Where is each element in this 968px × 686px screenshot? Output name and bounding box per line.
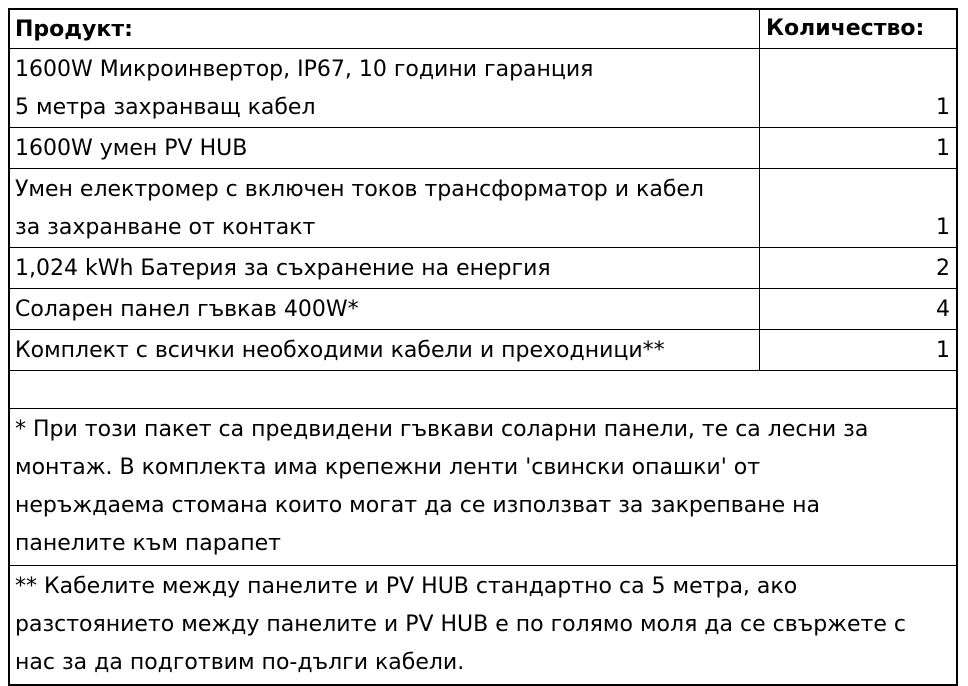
table-row bbox=[10, 127, 956, 168]
product-line: 1600W Микроинвертор, IP67, 10 години гаранция bbox=[15, 57, 594, 82]
quantity-cell: 1 bbox=[936, 136, 950, 161]
product-line: Комплект с всички необходими кабели и преходници** bbox=[15, 338, 665, 363]
quantity-cell: 1 bbox=[936, 338, 950, 363]
product-cell bbox=[10, 330, 760, 370]
note-row bbox=[10, 565, 956, 684]
product-line: 1600W умен PV HUB bbox=[15, 136, 248, 161]
empty-row bbox=[10, 370, 956, 408]
note-line: монтаж. В комплекта има крепежни ленти 'свински опашки' от bbox=[15, 455, 761, 480]
header-product: Продукт: bbox=[10, 10, 760, 48]
product-table bbox=[8, 8, 958, 686]
header-quantity: Количество: bbox=[766, 16, 925, 41]
table-row bbox=[10, 288, 956, 329]
quantity-cell: 4 bbox=[936, 297, 950, 322]
footnote-flexible-panels bbox=[10, 409, 956, 565]
product-cell bbox=[10, 128, 760, 168]
quantity-cell: 2 bbox=[936, 256, 950, 281]
note-line: неръждаема стомана които могат да се използват за закрепване на bbox=[15, 493, 820, 518]
product-cell bbox=[10, 169, 760, 247]
note-line: * При този пакет са предвидени гъвкави соларни панели, те са лесни за bbox=[15, 417, 869, 442]
product-cell bbox=[10, 49, 760, 127]
product-line: Умен електромер с включен токов трансформатор и кабел bbox=[15, 177, 704, 202]
footnote-cables bbox=[10, 566, 956, 684]
product-cell bbox=[10, 289, 760, 329]
product-cell bbox=[10, 248, 760, 288]
quantity-cell: 1 bbox=[936, 95, 950, 120]
product-line: 5 метра захранващ кабел bbox=[15, 95, 316, 120]
table-row bbox=[10, 48, 956, 127]
note-line: нас за да подготвим по-дълги кабели. bbox=[15, 650, 465, 675]
note-line: разстоянието между панелите и PV HUB е по голямо моля да се свържете с bbox=[15, 612, 906, 637]
note-line: ** Кабелите между панелите и PV HUB стандартно са 5 метра, ако bbox=[15, 574, 798, 599]
quantity-cell: 1 bbox=[936, 215, 950, 240]
note-line: панелите към парапет bbox=[15, 531, 281, 556]
product-line: Соларен панел гъвкав 400W* bbox=[15, 297, 359, 322]
product-line: 1,024 kWh Батерия за съхранение на енергия bbox=[15, 256, 551, 281]
note-row bbox=[10, 408, 956, 565]
table-header-row bbox=[10, 10, 956, 48]
table-row bbox=[10, 168, 956, 247]
product-line: за захранване от контакт bbox=[15, 215, 316, 240]
table-row bbox=[10, 247, 956, 288]
table-row bbox=[10, 329, 956, 370]
